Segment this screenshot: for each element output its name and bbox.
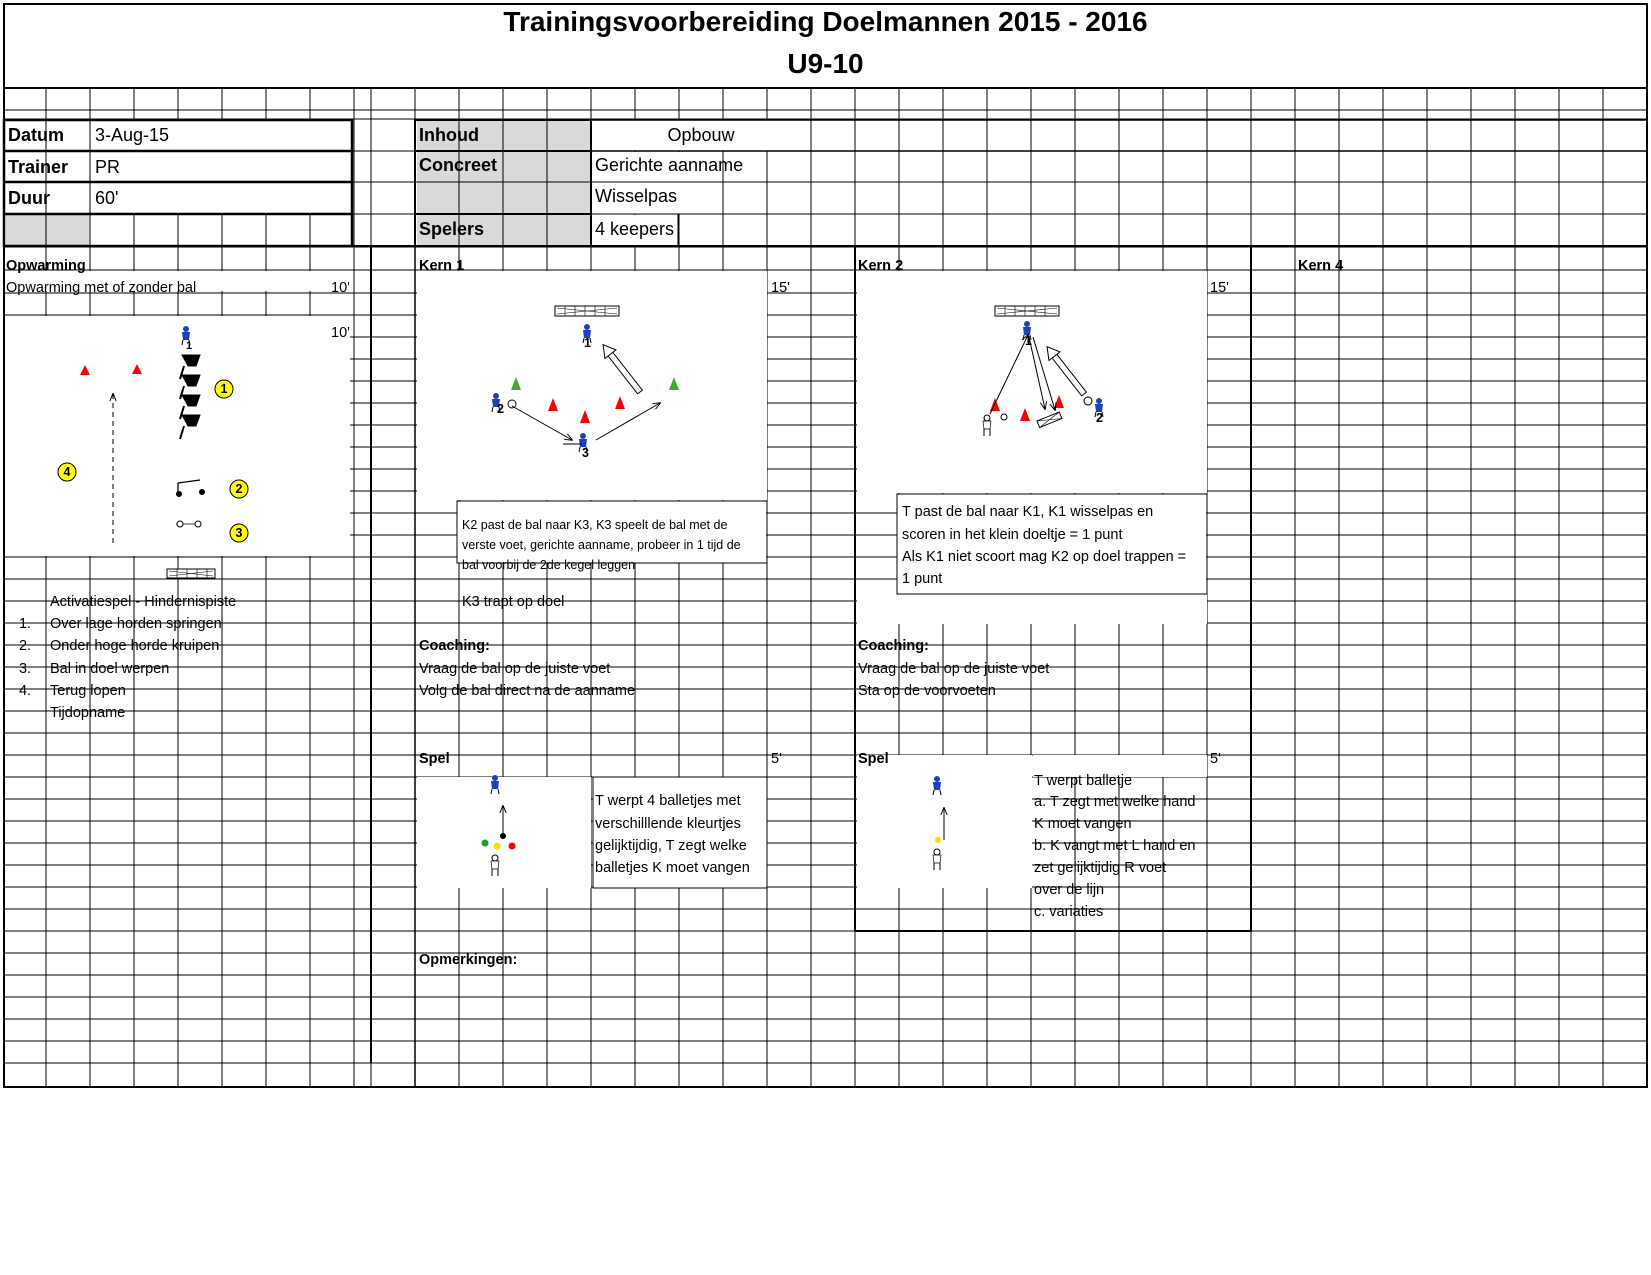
page-title: Trainingsvoorbereiding Doelmannen 2015 - 2016 [503, 6, 1148, 37]
pass-arrow [596, 403, 660, 440]
goal-icon [995, 306, 1059, 316]
ball-icon [1084, 397, 1092, 405]
step-text: Onder hoge horde kruipen [50, 638, 220, 654]
pass-arrow [990, 335, 1028, 414]
ball-icon [482, 840, 489, 847]
trainer-value: PR [95, 157, 121, 177]
concreet-label: Concreet [419, 155, 498, 175]
kern1-spel-text: gelijktijdig, T zegt welke [595, 838, 747, 854]
kern1-coaching-item: Vraag de bal op de juiste voet [419, 661, 611, 677]
cone-icon [511, 377, 521, 390]
step-marker-1-label: 1 [220, 382, 228, 396]
kern2-description-line: scoren in het klein doeltje = 1 punt [902, 527, 1123, 543]
high-hurdle-icon [177, 480, 205, 497]
duur-label: Duur [8, 188, 50, 208]
opwarming-diagram [80, 326, 215, 578]
page-subtitle: U9-10 [787, 48, 864, 79]
kern1-description-line: K2 past de bal naar K3, K3 speelt de bal met de [462, 518, 728, 532]
step-marker-3-label: 3 [235, 526, 243, 540]
step-text: Over lage horden springen [50, 616, 222, 632]
trainer-icon [983, 415, 991, 436]
cone-icon [580, 410, 590, 423]
player-icon [491, 775, 499, 794]
ball-icon [508, 400, 516, 408]
step-marker-2-label: 2 [235, 482, 243, 496]
cone-icon [548, 398, 558, 411]
spelers-value: 4 keepers [595, 219, 675, 239]
kern2-duration: 15' [1210, 280, 1229, 296]
ball-icon [935, 837, 941, 843]
step-number: 2. [18, 638, 32, 654]
kern1-title: Kern 1 [419, 258, 465, 274]
kern1-spel-text: balletjes K moet vangen [595, 860, 750, 876]
shot-arrow [598, 340, 646, 396]
kern2-spel-text: a. T zegt met welke hand [1034, 794, 1196, 810]
concreet-value-1: Gerichte aanname [595, 155, 744, 175]
ball-icon [509, 843, 516, 850]
run-arrow [1033, 337, 1055, 410]
ball-icon [176, 521, 201, 527]
cone-icon [669, 377, 679, 390]
kern1-description-line: bal voorbij de 2de kegel leggen [462, 558, 636, 572]
datum-value: 3-Aug-15 [95, 125, 170, 145]
kern1-spel-text: T werpt 4 balletjes met [595, 793, 741, 809]
step-number: 4. [18, 683, 32, 699]
kern4-title: Kern 4 [1298, 258, 1344, 274]
kern2-coaching-item: Vraag de bal op de juiste voet [858, 661, 1050, 677]
concreet-value-2: Wisselpas [595, 186, 678, 206]
cone-icon [80, 365, 90, 375]
cone-icon [615, 396, 625, 409]
step-markers [58, 380, 248, 542]
kern2-spel-duration: 5' [1210, 751, 1221, 767]
kern1-duration: 15' [771, 280, 790, 296]
datum-label: Datum [8, 125, 65, 145]
opwarming-description: Opwarming met of zonder bal [6, 280, 197, 296]
goal-icon [167, 569, 215, 578]
spelers-label: Spelers [419, 219, 485, 239]
small-goal-icon [1037, 412, 1062, 427]
inhoud-label: Inhoud [419, 125, 479, 145]
kern2-spel-title: Spel [858, 751, 889, 767]
opwarming-duration-2: 10' [331, 325, 350, 341]
trainer-label: Trainer [8, 157, 69, 177]
step-marker-4-label: 4 [63, 465, 71, 479]
kern2-description-line: Als K1 niet scoort mag K2 op doel trappen = [902, 549, 1187, 565]
step-number: 3. [18, 661, 32, 677]
opmerkingen-title: Opmerkingen: [419, 952, 518, 968]
kern1-coaching-title: Coaching: [419, 638, 490, 654]
kern2-spel-text: T werpt balletje [1034, 773, 1133, 789]
kern2-description-line: 1 punt [902, 571, 943, 587]
kern2-spel-text: zet gelijktijdig R voet [1034, 860, 1167, 876]
kern2-spel-text: c. variaties [1034, 904, 1104, 920]
kern1-player-label: 1 [584, 336, 591, 350]
player-label: 1 [186, 340, 193, 352]
kern1-extra: K3 trapt op doel [462, 594, 565, 610]
step-text: Terug lopen [50, 683, 126, 699]
inhoud-value: Opbouw [667, 125, 735, 145]
pass-arrow [512, 406, 572, 440]
kern1-spel-text: verschilllende kleurtjes [595, 816, 741, 832]
kern2-player-label: 2 [1096, 411, 1103, 425]
kern1-player-label: 2 [497, 402, 504, 416]
kern2-coaching-title: Coaching: [858, 638, 929, 654]
kern2-player-label: 1 [1025, 334, 1032, 348]
step-text: Bal in doel werpen [50, 661, 170, 677]
goal-icon [555, 306, 619, 316]
kern1-spel-duration: 5' [771, 751, 782, 767]
opwarming-title: Opwarming [6, 258, 86, 274]
trainer-icon [933, 849, 941, 870]
cone-icon [1020, 408, 1030, 421]
kern2-title: Kern 2 [858, 258, 904, 274]
kern1-player-label: 3 [582, 446, 589, 460]
hurdle-icon [180, 355, 200, 439]
cone-icon [1054, 395, 1064, 408]
activity-title: Activatiespel - Hindernispiste [50, 594, 237, 610]
ball-icon [1001, 414, 1007, 420]
kern1-spel-title: Spel [419, 751, 450, 767]
kern2-spel-text: over de lijn [1034, 882, 1105, 898]
ball-icon [494, 843, 501, 850]
trainer-icon [491, 855, 499, 876]
kern1-description-line: verste voet, gerichte aanname, probeer in 1 tijd de [462, 538, 741, 552]
kern2-spel-text: b. K vangt met L hand en [1034, 838, 1196, 854]
player-icon [933, 776, 941, 795]
ball-icon [500, 833, 506, 839]
kern2-coaching-item: Sta op de voorvoeten [858, 683, 996, 699]
opwarming-duration-1: 10' [331, 280, 350, 296]
step-number: 1. [18, 616, 32, 632]
kern1-coaching-item: Volg de bal direct na de aanname [419, 683, 636, 699]
kern2-spel-text: K moet vangen [1034, 816, 1132, 832]
kern2-description-line: T past de bal naar K1, K1 wisselpas en [902, 504, 1154, 520]
duur-value: 60' [95, 188, 119, 208]
cone-icon [132, 364, 142, 374]
step-text: Tijdopname [50, 705, 126, 721]
